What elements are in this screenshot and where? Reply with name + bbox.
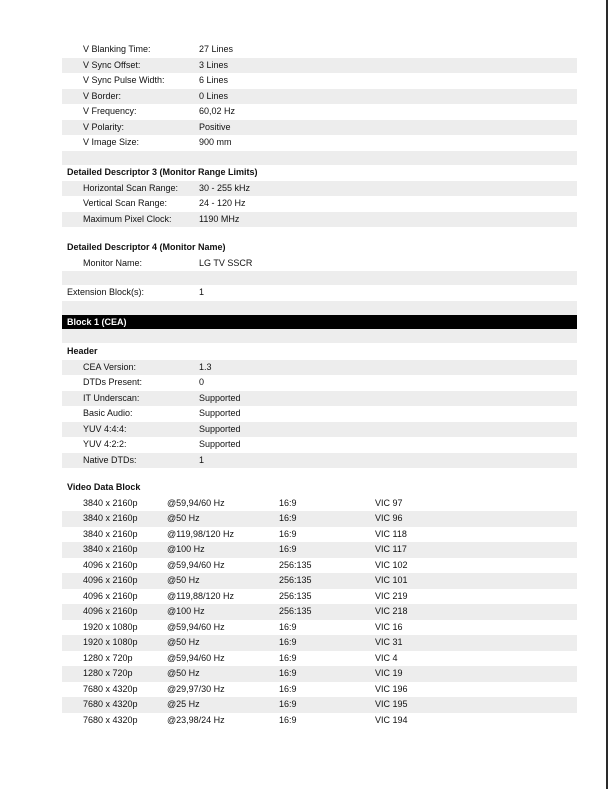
table-row: 3840 x 2160p @119,98/120 Hz 16:9 VIC 118: [83, 528, 407, 539]
table-row: 7680 x 4320p @23,98/24 Hz 16:9 VIC 194: [83, 714, 408, 725]
table-row: 1280 x 720p @59,94/60 Hz 16:9 VIC 4: [83, 652, 398, 663]
block1-section: [62, 315, 577, 343]
table-row: YUV 4:4:4: Supported: [62, 422, 577, 438]
header-section: [62, 344, 577, 468]
table-row: V Sync Offset: 3 Lines: [62, 58, 577, 74]
table-row: CEA Version: 1.3: [62, 360, 577, 376]
table-row: V Border: 0 Lines: [62, 89, 577, 105]
table-row: Native DTDs: 1: [62, 453, 577, 469]
descriptor3-section: [62, 165, 577, 227]
table-row: Vertical Scan Range: 24 - 120 Hz: [83, 198, 246, 208]
section-heading: Detailed Descriptor 4 (Monitor Name): [67, 242, 226, 252]
table-row: V Blanking Time: 27 Lines: [83, 44, 234, 54]
table-row: Monitor Name: LG TV SSCR: [83, 257, 253, 268]
table-row: 3840 x 2160p @59,94/60 Hz 16:9 VIC 97: [83, 497, 403, 508]
table-row: 1280 x 720p @50 Hz 16:9 VIC 19: [62, 666, 577, 682]
table-row: V Image Size: 900 mm: [83, 137, 232, 147]
table-row: V Sync Pulse Width: 6 Lines: [83, 75, 229, 85]
table-row: 7680 x 4320p @25 Hz 16:9 VIC 195: [62, 697, 577, 713]
spacer-row: [62, 329, 577, 343]
table-row: 1920 x 1080p @50 Hz 16:9 VIC 31: [62, 635, 577, 651]
table-row: Horizontal Scan Range: 30 - 255 kHz: [62, 181, 577, 197]
section-heading: Header: [67, 346, 98, 356]
table-row: IT Underscan: Supported: [62, 391, 577, 407]
extension-section: [62, 285, 577, 315]
video-data-block-section: [62, 480, 577, 728]
section-heading: Detailed Descriptor 3 (Monitor Range Limits): [67, 167, 258, 177]
page-edge-rule: [606, 0, 608, 789]
table-row: Basic Audio: Supported: [83, 408, 241, 418]
spacer-row: [62, 151, 577, 165]
table-row: 4096 x 2160p @50 Hz 256:135 VIC 101: [62, 573, 577, 589]
block-title-band: Block 1 (CEA): [62, 315, 577, 329]
table-row: DTDs Present: 0: [83, 377, 205, 387]
table-row: Maximum Pixel Clock: 1190 MHz: [62, 212, 577, 228]
descriptor4-section: [62, 240, 577, 285]
table-row: 3840 x 2160p @50 Hz 16:9 VIC 96: [62, 511, 577, 527]
spacer-row: [62, 271, 577, 285]
table-row: YUV 4:2:2: Supported: [83, 439, 241, 449]
table-row: V Frequency: 60,02 Hz: [83, 106, 236, 116]
spacer-row: [62, 301, 577, 315]
table-row: 1920 x 1080p @59,94/60 Hz 16:9 VIC 16: [83, 621, 403, 632]
timing-section: [62, 42, 577, 165]
table-row: Extension Block(s): 1: [67, 287, 205, 297]
section-heading: Video Data Block: [67, 482, 141, 492]
table-row: V Polarity: Positive: [62, 120, 577, 136]
table-row: 7680 x 4320p @29,97/30 Hz 16:9 VIC 196: [83, 683, 408, 694]
table-row: 4096 x 2160p @119,88/120 Hz 256:135 VIC 219: [83, 590, 408, 601]
table-row: 3840 x 2160p @100 Hz 16:9 VIC 117: [62, 542, 577, 558]
table-row: 4096 x 2160p @59,94/60 Hz 256:135 VIC 102: [83, 559, 408, 570]
table-row: 4096 x 2160p @100 Hz 256:135 VIC 218: [62, 604, 577, 620]
